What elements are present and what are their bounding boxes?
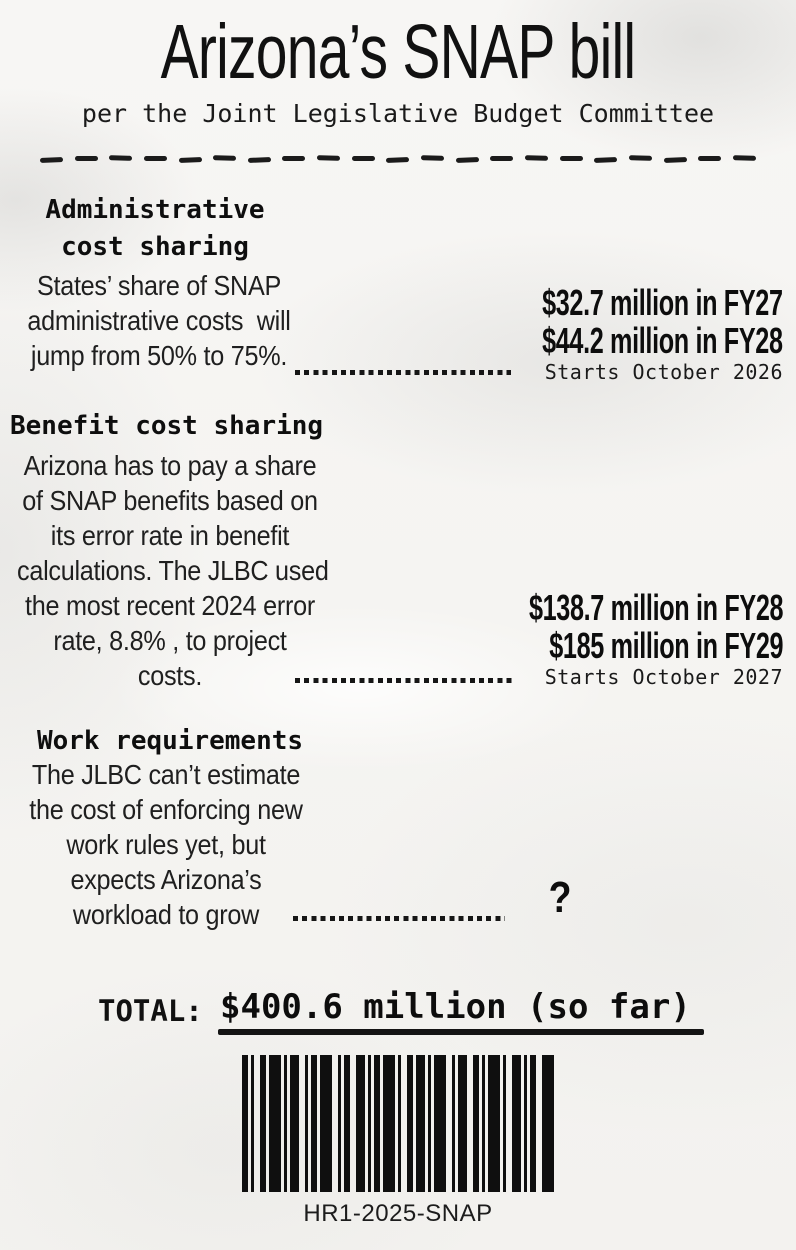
divider-dash	[75, 156, 98, 161]
section-body	[16, 268, 302, 373]
barcode-area	[0, 1055, 796, 1197]
divider-dash	[248, 157, 271, 163]
barcode-bar	[434, 1055, 446, 1192]
body-line: Arizona has to pay a share	[23, 450, 317, 481]
divider-dash	[663, 157, 686, 163]
barcode-label: HR1-2025-SNAP	[303, 1200, 493, 1227]
barcode-bar	[383, 1055, 395, 1192]
barcode	[242, 1055, 554, 1192]
start-date-note: Starts October 2027	[544, 665, 783, 689]
section-heading: Administrative cost sharing	[45, 195, 265, 262]
divider-dash	[178, 157, 201, 163]
divider-dash	[525, 155, 548, 161]
body-line: jump from 50% to 75%.	[30, 340, 288, 371]
body-line: administrative costs will	[27, 305, 291, 336]
section-heading: Work requirements	[36, 726, 304, 756]
divider-dash	[144, 156, 167, 161]
cost-value: $138.7 million in FY28	[528, 587, 783, 628]
body-line: rate, 8.8% , to project	[53, 625, 287, 656]
section-heading: Benefit cost sharing	[10, 411, 324, 441]
divider-dash	[456, 157, 479, 163]
page-title: Arizona’s SNAP bill	[160, 9, 636, 95]
body-line: work rules yet, but	[66, 829, 266, 860]
cost-value-lines	[529, 589, 783, 665]
dotted-leader	[293, 916, 505, 921]
cost-value: $185 million in FY29	[549, 625, 783, 666]
body-line: costs.	[137, 660, 203, 691]
divider-dash	[560, 156, 583, 161]
barcode-bar	[458, 1055, 467, 1192]
dashed-divider	[40, 153, 756, 163]
barcode-bar	[542, 1055, 554, 1192]
barcode-bar	[416, 1055, 425, 1192]
divider-dash	[213, 155, 236, 161]
total-underline	[218, 1029, 704, 1035]
divider-dash	[317, 155, 340, 161]
body-line: the most recent 2024 error	[25, 590, 315, 621]
divider-dash	[386, 157, 409, 163]
divider-dash	[421, 155, 444, 161]
start-date-note: Starts October 2026	[544, 360, 783, 384]
body-line: of SNAP benefits based on	[22, 485, 318, 516]
body-line: States’ share of SNAP	[36, 270, 282, 301]
divider-dash	[629, 155, 652, 161]
total-value: $400.6 million (so far)	[220, 987, 691, 1027]
section-body	[17, 757, 316, 932]
barcode-bar	[512, 1055, 521, 1192]
divider-dash	[352, 156, 375, 161]
body-line: workload to grow	[72, 899, 260, 930]
body-line: expects Arizona’s	[70, 864, 262, 895]
body-line: calculations. The JLBC used	[17, 555, 329, 586]
cost-value: $32.7 million in FY27	[542, 282, 783, 323]
divider-dash	[109, 155, 132, 161]
divider-dash	[282, 156, 305, 161]
section-cost-values	[439, 284, 783, 384]
total-label: TOTAL:	[98, 994, 203, 1028]
page-subtitle: per the Joint Legislative Budget Committee	[81, 99, 715, 128]
body-line: The JLBC can’t estimate	[31, 759, 301, 790]
cost-value-lines	[542, 284, 783, 360]
divider-dash	[698, 156, 721, 161]
barcode-bar	[320, 1055, 332, 1192]
divider-dash	[490, 156, 513, 161]
divider-dash	[40, 157, 63, 163]
divider-dash	[594, 157, 617, 163]
body-line: its error rate in benefit	[50, 520, 290, 551]
divider-dash	[733, 155, 756, 161]
barcode-bar	[356, 1055, 365, 1192]
cost-value: $44.2 million in FY28	[542, 320, 783, 361]
body-line: the cost of enforcing new	[29, 794, 303, 825]
barcode-bar	[290, 1055, 299, 1192]
barcode-bar	[269, 1055, 281, 1192]
section-cost-values	[420, 589, 783, 689]
section-body	[17, 448, 329, 693]
barcode-bar	[488, 1055, 500, 1192]
unknown-cost-question-mark: ?	[548, 873, 572, 922]
